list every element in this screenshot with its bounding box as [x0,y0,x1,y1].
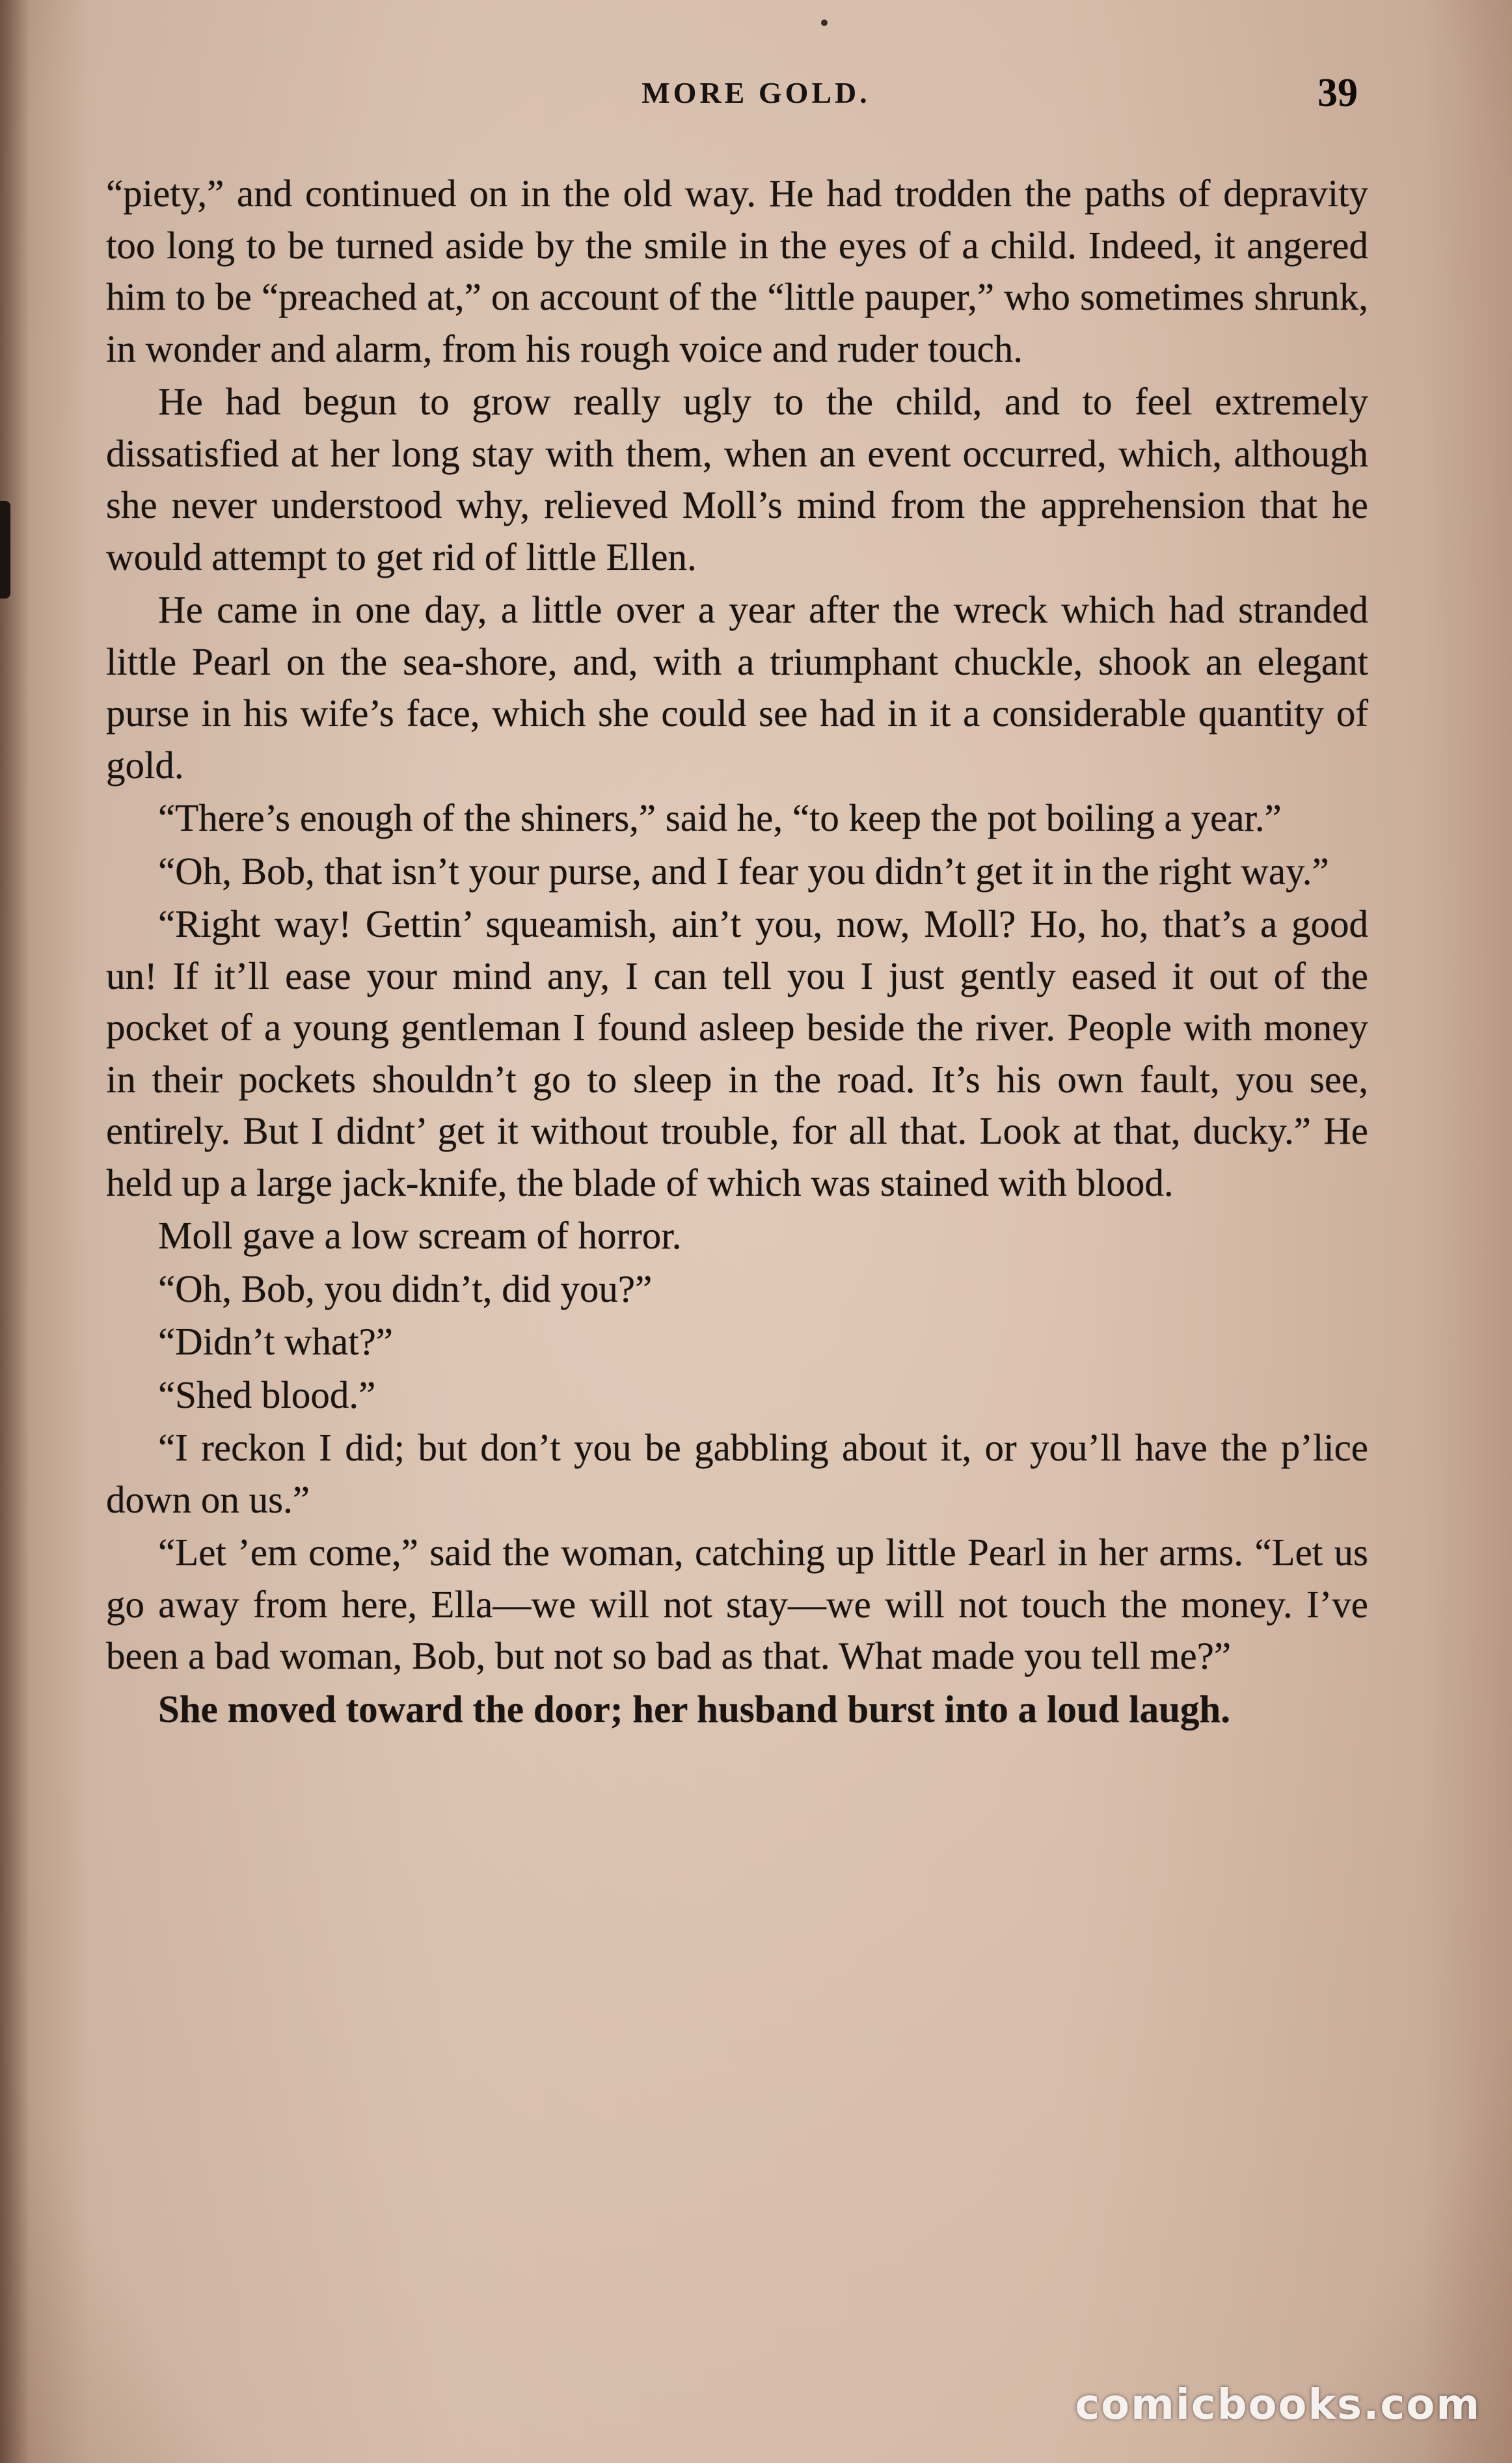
chapter-running-title: MORE GOLD. [641,76,871,109]
paragraph: “Didn’t what?” [158,1320,393,1363]
paragraph: He had begun to grow really ugly to the child, and to feel extremely dissatisfied at her long stay with them, when an event occurred, which, although she never understood why, relieved Moll’s mind from the apprehension that he would attempt to get rid of little Ellen. [106,380,1368,578]
paragraph: “Right way! Gettin’ squeamish, ain’t you, now, Moll? Ho, ho, that’s a good un! If it’ll ease your mind any, I can tell you I just gently eased it out of the pocket of a young gentleman I found asleep beside the river. People with money in their pockets shouldn’t go to sleep in the road. It’s his own fault, you see, entirely. But I didnt’ get it without trouble, for all that. Look at that, ducky.” He held up a large jack-knife, the blade of which was stained with blood. [106,902,1368,1204]
body-text [106,168,1368,1736]
paragraph: “piety,” and continued on in the old way. He had trodden the paths of depravity too long to be turned aside by the smile in the eyes of a child. Indeed, it angered him to be “preached at,” on account of the “little pauper,” who sometimes shrunk, in wonder and alarm, from his rough voice and ruder touch. [106,172,1368,370]
page-edge-shadow [0,0,30,2463]
page-number: 39 [1317,71,1358,115]
paragraph: He came in one day, a little over a year after the wreck which had stranded little Pearl on the sea-shore, and, with a triumphant chuckle, shook an elegant purse in his wife’s face, which she could see had in it a considerable quantity of gold. [106,588,1368,787]
binding-mark [0,501,10,599]
ink-speck [821,20,828,26]
paragraph: “There’s enough of the shiners,” said he, “to keep the pot boiling a year.” [158,796,1282,839]
site-watermark: comicbooks.com [1075,2381,1481,2429]
paragraph: “Shed blood.” [158,1373,376,1416]
paragraph: “I reckon I did; but don’t you be gabbling about it, or you’ll have the p’lice down on us.” [106,1426,1368,1521]
paragraph: Moll gave a low scream of horror. [158,1214,682,1257]
paragraph: She moved toward the door; her husband burst into a loud laugh. [158,1687,1230,1730]
paragraph: “Oh, Bob, you didn’t, did you?” [158,1267,653,1310]
paragraph: “Let ’em come,” said the woman, catching up little Pearl in her arms. “Let us go away from here, Ella—we will not stay—we will not touch the money. I’ve been a bad woman, Bob, but not so bad as that. What made you tell me?” [106,1531,1368,1677]
paragraph: “Oh, Bob, that isn’t your purse, and I fear you didn’t get it in the right way.” [158,849,1329,893]
running-head [0,70,1512,122]
